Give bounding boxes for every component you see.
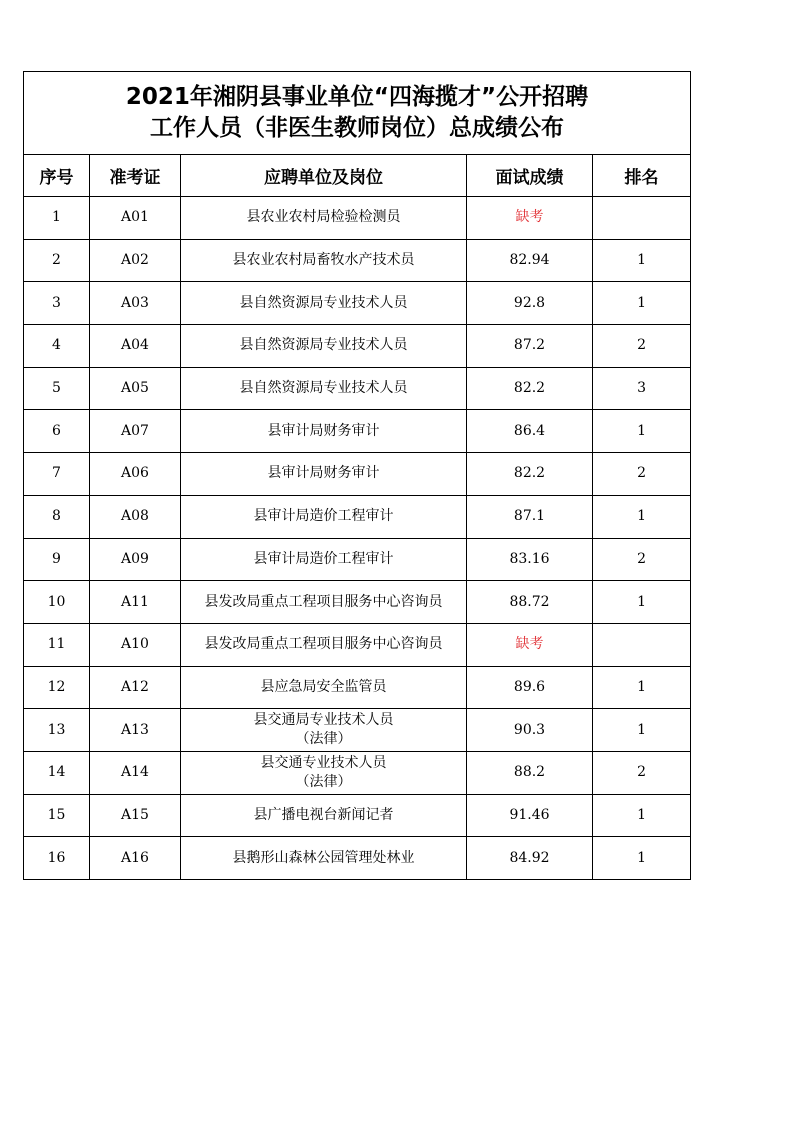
position-line: 县审计局造价工程审计 [253, 550, 394, 567]
cell-exam-id: A07 [90, 410, 181, 453]
cell-rank: 2 [593, 538, 691, 581]
header-rank: 排名 [593, 155, 691, 197]
title-line-2: 工作人员（非医生教师岗位）总成绩公布 [150, 115, 565, 141]
cell-exam-id: A13 [90, 709, 181, 752]
position-line: 县交通专业技术人员 [260, 754, 387, 771]
position-line: 县农业农村局畜牧水产技术员 [232, 252, 415, 269]
cell-position [181, 581, 467, 624]
cell-rank: 1 [593, 837, 691, 880]
cell-rank: 1 [593, 581, 691, 624]
cell-seq: 16 [24, 837, 90, 880]
cell-score: 91.46 [467, 794, 593, 837]
cell-score: 缺考 [467, 623, 593, 666]
table-row [24, 197, 691, 240]
cell-exam-id: A16 [90, 837, 181, 880]
cell-seq: 5 [24, 367, 90, 410]
cell-score: 82.2 [467, 367, 593, 410]
cell-rank: 2 [593, 453, 691, 496]
cell-score: 88.72 [467, 581, 593, 624]
cell-rank: 1 [593, 709, 691, 752]
position-line: 县审计局财务审计 [267, 465, 380, 482]
cell-score: 92.8 [467, 282, 593, 325]
position-line: 县交通局专业技术人员 [253, 712, 394, 729]
cell-seq: 10 [24, 581, 90, 624]
position-line: 县农业农村局检验检测员 [246, 209, 401, 226]
cell-exam-id: A04 [90, 325, 181, 368]
position-line: 县应急局安全监管员 [260, 678, 387, 695]
cell-exam-id: A03 [90, 282, 181, 325]
cell-exam-id: A09 [90, 538, 181, 581]
cell-seq: 13 [24, 709, 90, 752]
cell-seq: 8 [24, 495, 90, 538]
table-row [24, 623, 691, 666]
table-row [24, 453, 691, 496]
cell-seq: 3 [24, 282, 90, 325]
table-row [24, 538, 691, 581]
cell-rank: 1 [593, 282, 691, 325]
table-row [24, 282, 691, 325]
cell-seq: 12 [24, 666, 90, 709]
position-line: （法律） [295, 773, 352, 790]
position-line: 县鹅形山森林公园管理处林业 [232, 849, 415, 866]
header-exam-id: 准考证 [90, 155, 181, 197]
cell-score: 88.2 [467, 751, 593, 794]
position-line: 县自然资源局专业技术人员 [239, 380, 408, 397]
header-row [24, 155, 691, 197]
cell-position [181, 623, 467, 666]
position-line: 县自然资源局专业技术人员 [239, 337, 408, 354]
cell-rank: 3 [593, 367, 691, 410]
page-title [24, 72, 691, 155]
cell-position [181, 325, 467, 368]
cell-score: 87.2 [467, 325, 593, 368]
cell-seq: 6 [24, 410, 90, 453]
cell-score: 84.92 [467, 837, 593, 880]
cell-score: 86.4 [467, 410, 593, 453]
cell-seq: 11 [24, 623, 90, 666]
cell-exam-id: A06 [90, 453, 181, 496]
score-sheet [23, 71, 690, 880]
cell-score: 82.2 [467, 453, 593, 496]
cell-position [181, 239, 467, 282]
cell-seq: 7 [24, 453, 90, 496]
position-line: 县审计局财务审计 [267, 422, 380, 439]
cell-exam-id: A10 [90, 623, 181, 666]
cell-score: 89.6 [467, 666, 593, 709]
table-row [24, 751, 691, 794]
cell-position [181, 282, 467, 325]
cell-exam-id: A02 [90, 239, 181, 282]
cell-rank: 1 [593, 239, 691, 282]
cell-rank [593, 623, 691, 666]
cell-seq: 4 [24, 325, 90, 368]
header-score: 面试成绩 [467, 155, 593, 197]
position-line: 县自然资源局专业技术人员 [239, 294, 408, 311]
cell-exam-id: A15 [90, 794, 181, 837]
cell-exam-id: A12 [90, 666, 181, 709]
table-row [24, 325, 691, 368]
cell-position [181, 794, 467, 837]
cell-score: 90.3 [467, 709, 593, 752]
cell-rank [593, 197, 691, 240]
cell-exam-id: A11 [90, 581, 181, 624]
cell-position [181, 709, 467, 752]
cell-seq: 14 [24, 751, 90, 794]
table-row [24, 837, 691, 880]
cell-position [181, 453, 467, 496]
cell-exam-id: A14 [90, 751, 181, 794]
table-row [24, 666, 691, 709]
cell-exam-id: A01 [90, 197, 181, 240]
table-row [24, 367, 691, 410]
cell-rank: 1 [593, 666, 691, 709]
cell-rank: 2 [593, 325, 691, 368]
cell-score: 缺考 [467, 197, 593, 240]
cell-position [181, 367, 467, 410]
cell-position [181, 410, 467, 453]
position-line: （法律） [295, 731, 352, 748]
cell-position [181, 751, 467, 794]
header-seq: 序号 [24, 155, 90, 197]
cell-exam-id: A08 [90, 495, 181, 538]
position-line: 县发改局重点工程项目服务中心咨询员 [204, 636, 443, 653]
cell-score: 83.16 [467, 538, 593, 581]
table-row [24, 495, 691, 538]
table-row [24, 239, 691, 282]
position-line: 县审计局造价工程审计 [253, 508, 394, 525]
cell-position [181, 197, 467, 240]
cell-seq: 15 [24, 794, 90, 837]
cell-seq: 9 [24, 538, 90, 581]
position-line: 县发改局重点工程项目服务中心咨询员 [204, 593, 443, 610]
cell-rank: 2 [593, 751, 691, 794]
table-row [24, 581, 691, 624]
table-row [24, 410, 691, 453]
cell-score: 82.94 [467, 239, 593, 282]
cell-seq: 1 [24, 197, 90, 240]
cell-position [181, 666, 467, 709]
cell-exam-id: A05 [90, 367, 181, 410]
title-row [24, 72, 691, 155]
cell-position [181, 495, 467, 538]
cell-rank: 1 [593, 495, 691, 538]
cell-rank: 1 [593, 410, 691, 453]
cell-position [181, 837, 467, 880]
table-body [24, 197, 691, 880]
cell-score: 87.1 [467, 495, 593, 538]
results-table [23, 71, 691, 880]
header-position: 应聘单位及岗位 [181, 155, 467, 197]
table-row [24, 794, 691, 837]
cell-seq: 2 [24, 239, 90, 282]
table-row [24, 709, 691, 752]
title-line-1: 2021年湘阴县事业单位“四海揽才”公开招聘 [125, 84, 589, 110]
cell-position [181, 538, 467, 581]
position-line: 县广播电视台新闻记者 [253, 806, 394, 823]
cell-rank: 1 [593, 794, 691, 837]
